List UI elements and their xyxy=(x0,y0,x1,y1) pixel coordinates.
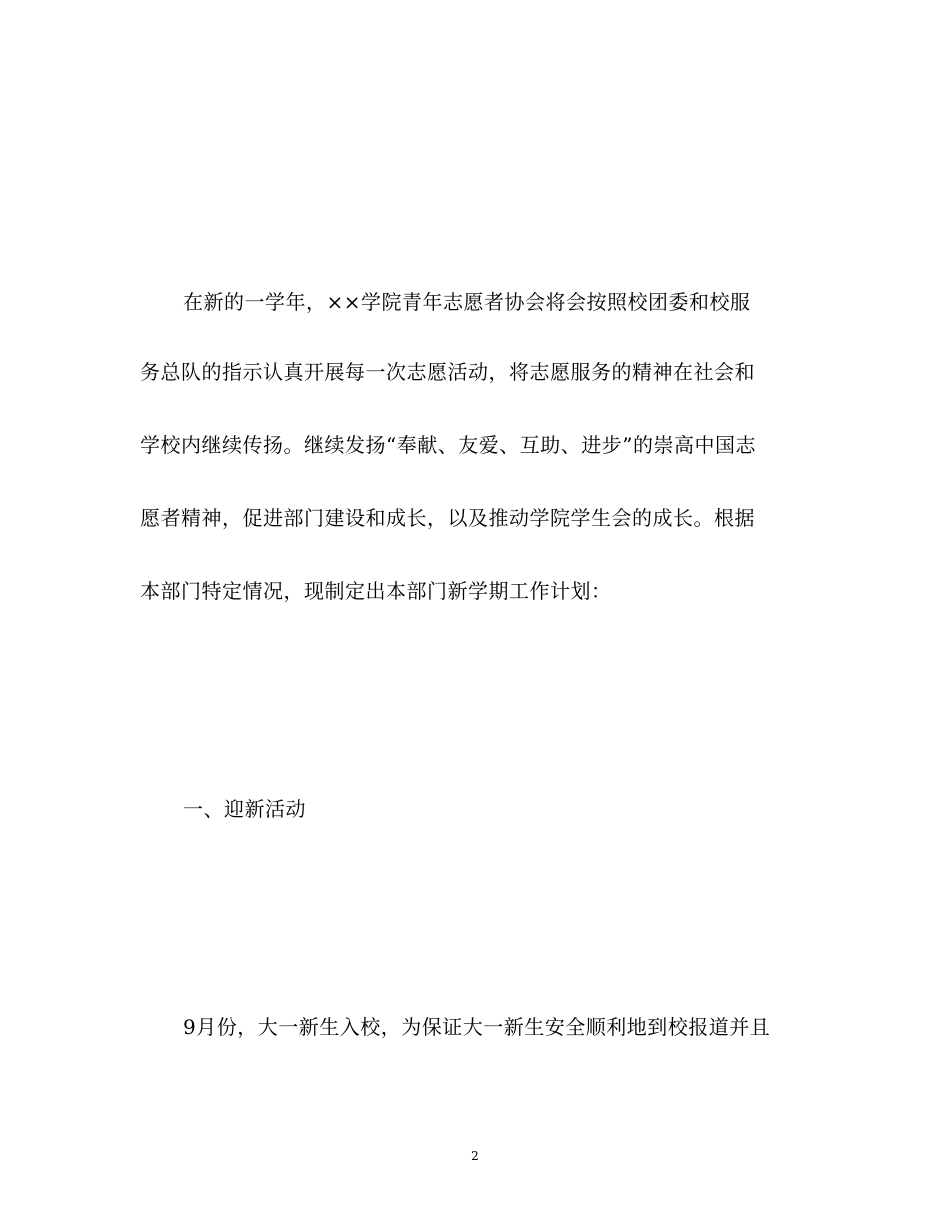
section-heading: 一、迎新活动 xyxy=(183,797,306,821)
paragraph-line: 务总队的指示认真开展每一次志愿活动，将志愿服务的精神在社会和 xyxy=(140,360,755,384)
paragraph-line: 9月份，大一新生入校，为保证大一新生安全顺利地到校报道并且 xyxy=(183,1015,771,1039)
paragraph-line: 在新的一学年，××学院青年志愿者协会将会按照校团委和校服 xyxy=(183,290,751,314)
paragraph-line: 本部门特定情况，现制定出本部门新学期工作计划： xyxy=(140,579,612,603)
paragraph-line: 愿者精神，促进部门建设和成长，以及推动学院学生会的成长。根据 xyxy=(140,506,755,530)
page-number: 2 xyxy=(471,1149,479,1163)
paragraph-line: 学校内继续传扬。继续发扬“奉献、友爱、互助、进步”的崇高中国志 xyxy=(140,433,756,457)
